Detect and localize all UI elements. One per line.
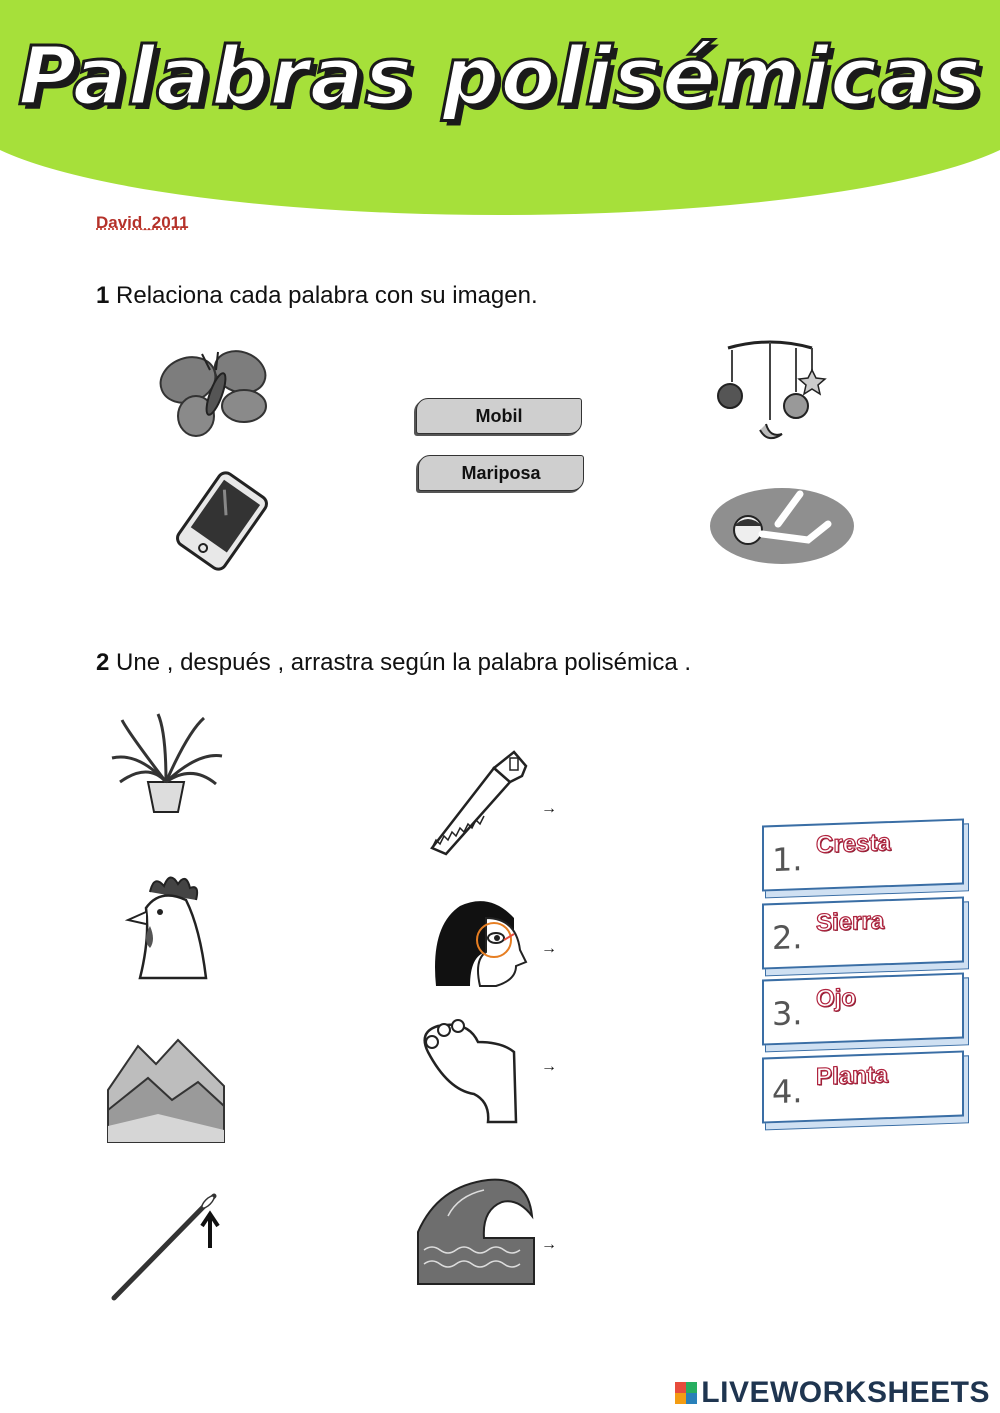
tag-cresta[interactable] (762, 818, 964, 891)
tag-number: 1. (772, 840, 803, 880)
tag-word: Planta (816, 1061, 889, 1091)
arrow-3: → (541, 1058, 557, 1075)
tag-word: Ojo (816, 984, 856, 1013)
page-title: Palabras polisémicas (18, 30, 982, 123)
tag-number: 2. (772, 918, 803, 958)
author-name: David_2011 (96, 213, 189, 232)
liveworksheets-logo-icon (675, 1382, 697, 1404)
word-box-mariposa[interactable]: Mariposa (418, 455, 584, 491)
tag-sierra[interactable] (762, 896, 964, 969)
cellphone-icon (170, 474, 274, 568)
exercise2-number: 2 (96, 649, 110, 676)
baby-mobile-icon (708, 340, 832, 446)
arrow-4: → (541, 1236, 557, 1253)
exercise2-instruction (96, 649, 691, 677)
butterfly-icon (158, 348, 270, 444)
mountains-icon (108, 1030, 224, 1142)
rooster-icon (120, 868, 220, 980)
potted-plant-icon (108, 712, 224, 816)
word-box-mobil[interactable]: Mobil (416, 398, 582, 434)
swimmer-icon (708, 484, 856, 566)
needle-icon (108, 1186, 224, 1302)
arrow-2: → (541, 940, 557, 957)
tag-word: Cresta (816, 829, 891, 859)
face-eye-icon (430, 896, 532, 992)
footer-text: LIVEWORKSHEETS (701, 1376, 990, 1409)
arrow-1: → (541, 800, 557, 817)
foot-icon (418, 1012, 528, 1124)
tag-word: Sierra (816, 907, 885, 937)
exercise2-text: Une , después , arrastra según la palabra polisémica . (116, 649, 692, 676)
saw-icon (418, 748, 530, 856)
exercise1-number: 1 (96, 282, 110, 309)
exercise1-instruction (96, 282, 538, 310)
exercise1-text: Relaciona cada palabra con su imagen. (116, 282, 538, 309)
wave-icon (418, 1176, 534, 1286)
tag-number: 3. (772, 994, 803, 1034)
tag-number: 4. (772, 1072, 803, 1112)
tag-planta[interactable] (762, 1050, 964, 1123)
liveworksheets-logo (675, 1376, 990, 1410)
tag-ojo[interactable] (762, 972, 964, 1045)
